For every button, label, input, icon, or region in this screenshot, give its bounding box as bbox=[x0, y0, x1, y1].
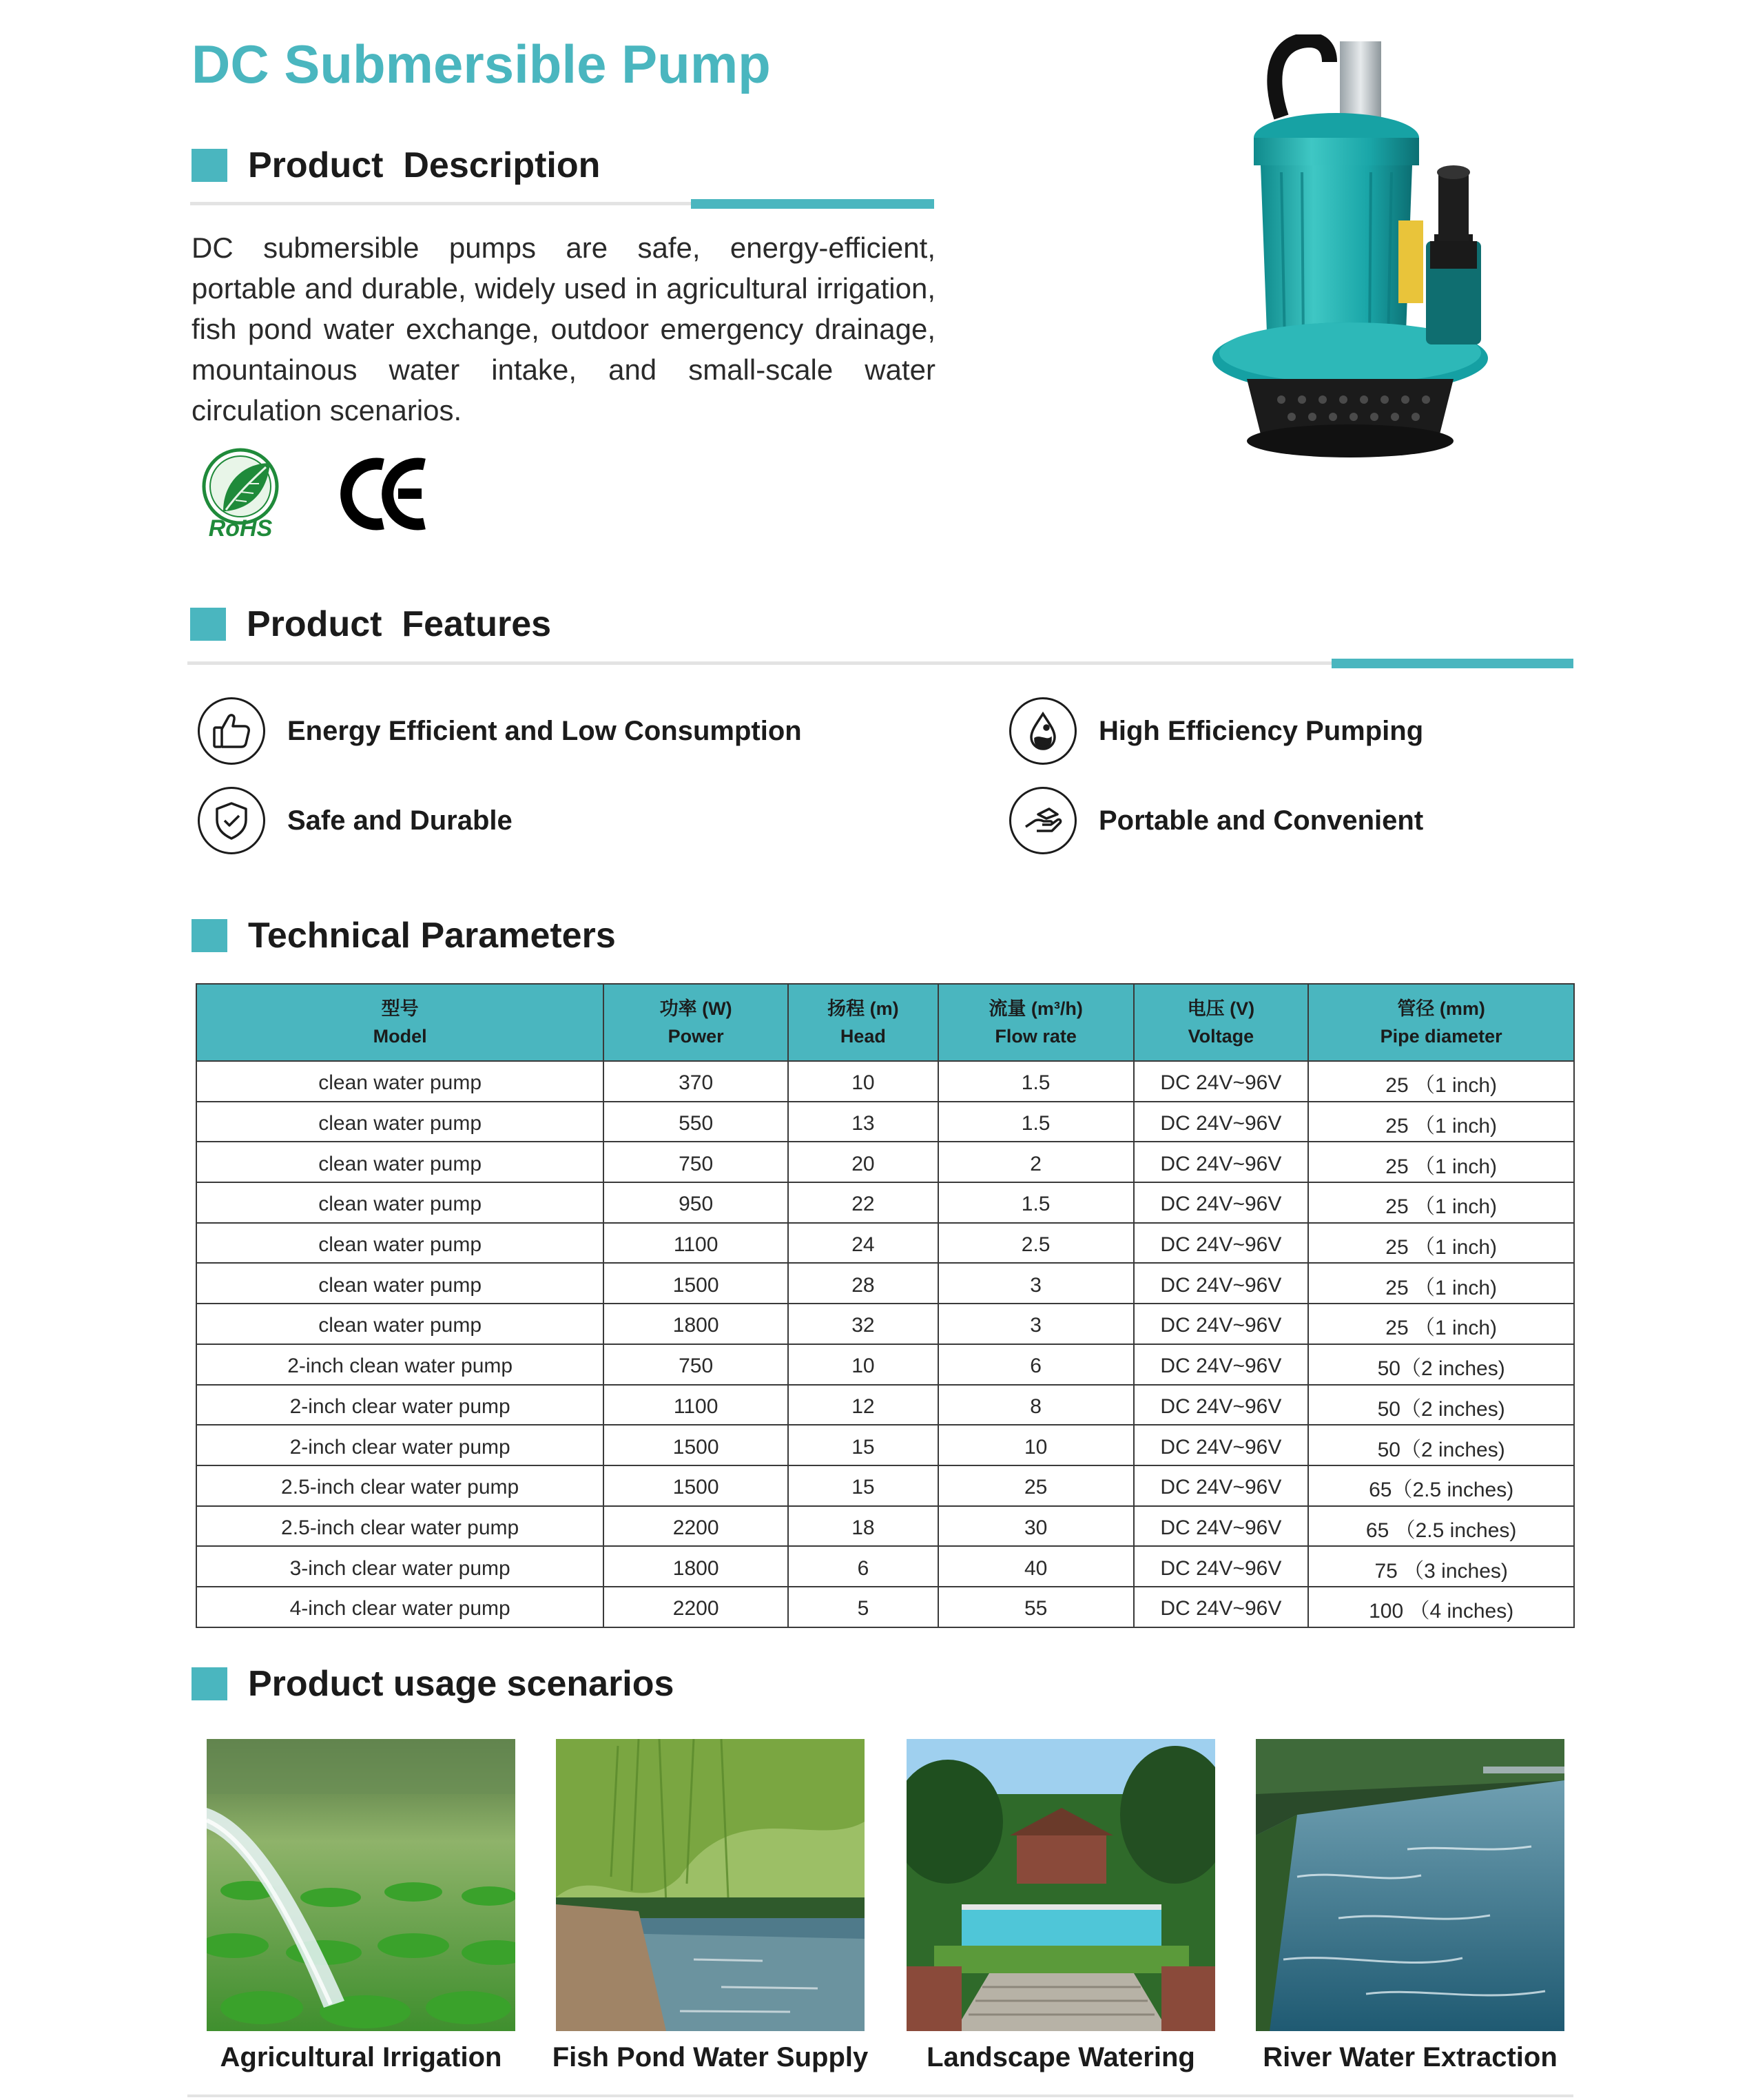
table-row bbox=[196, 1102, 1574, 1142]
column-header-voltage bbox=[1134, 984, 1309, 1061]
voltage-cell: DC 24V~96V bbox=[1134, 1587, 1309, 1627]
head-cell: 22 bbox=[788, 1182, 938, 1223]
table-row bbox=[196, 1465, 1574, 1506]
power-cell: 2200 bbox=[603, 1587, 788, 1627]
table-row bbox=[196, 1263, 1574, 1304]
section-heading-parameters bbox=[192, 915, 616, 956]
flow-rate-cell: 1.5 bbox=[938, 1182, 1134, 1223]
table-row bbox=[196, 1061, 1574, 1102]
fish-pond-photo bbox=[556, 1739, 865, 2031]
power-cell: 1500 bbox=[603, 1465, 788, 1506]
svg-text:RoHS: RoHS bbox=[208, 515, 273, 540]
scenario-caption: Agricultural Irrigation bbox=[220, 2042, 502, 2072]
voltage-cell: DC 24V~96V bbox=[1134, 1344, 1309, 1385]
pipe-diameter-cell: 100 （4 inches) bbox=[1308, 1587, 1574, 1627]
flow-rate-cell: 40 bbox=[938, 1546, 1134, 1587]
scenario-caption: Landscape Watering bbox=[927, 2042, 1195, 2072]
column-header-cn: 电压 (V) bbox=[1187, 998, 1255, 1019]
pipe-diameter-cell: 25 （1 inch) bbox=[1308, 1304, 1574, 1344]
column-header-en: Flow rate bbox=[995, 1026, 1077, 1047]
model-cell: 3-inch clear water pump bbox=[196, 1546, 603, 1587]
column-header-head bbox=[788, 984, 938, 1061]
model-cell: clean water pump bbox=[196, 1061, 603, 1102]
model-cell: clean water pump bbox=[196, 1263, 603, 1304]
pipe-diameter-cell: 50（2 inches) bbox=[1308, 1344, 1574, 1385]
model-cell: 2.5-inch clear water pump bbox=[196, 1465, 603, 1506]
column-header-cn: 型号 bbox=[381, 998, 419, 1019]
table-row bbox=[196, 1344, 1574, 1385]
water-drop-icon bbox=[1009, 697, 1077, 765]
heading-marker bbox=[192, 919, 227, 952]
flow-rate-cell: 30 bbox=[938, 1506, 1134, 1547]
flow-rate-cell: 3 bbox=[938, 1304, 1134, 1344]
pump-product-image bbox=[1199, 34, 1516, 462]
column-header-en: Pipe diameter bbox=[1380, 1026, 1502, 1047]
scenario-card-landscape bbox=[907, 1739, 1215, 2072]
column-header-cn: 管径 (mm) bbox=[1397, 998, 1485, 1019]
column-header-cn: 流量 (m³/h) bbox=[989, 998, 1083, 1019]
feature-label: Energy Efficient and Low Consumption bbox=[287, 715, 802, 746]
scenario-caption: River Water Extraction bbox=[1263, 2042, 1558, 2072]
flow-rate-cell: 55 bbox=[938, 1587, 1134, 1627]
head-cell: 24 bbox=[788, 1223, 938, 1264]
model-cell: 2-inch clear water pump bbox=[196, 1425, 603, 1465]
heading-marker bbox=[192, 149, 227, 182]
flow-rate-cell: 1.5 bbox=[938, 1061, 1134, 1102]
voltage-cell: DC 24V~96V bbox=[1134, 1546, 1309, 1587]
flow-rate-cell: 8 bbox=[938, 1385, 1134, 1425]
column-header-en: Head bbox=[840, 1026, 886, 1047]
table-row bbox=[196, 1142, 1574, 1182]
scenario-caption: Fish Pond Water Supply bbox=[552, 2042, 869, 2072]
head-cell: 10 bbox=[788, 1061, 938, 1102]
head-cell: 12 bbox=[788, 1385, 938, 1425]
column-header-cn: 功率 (W) bbox=[659, 998, 732, 1019]
section-heading-description bbox=[192, 145, 600, 186]
head-cell: 10 bbox=[788, 1344, 938, 1385]
pipe-diameter-cell: 50（2 inches) bbox=[1308, 1425, 1574, 1465]
feature-item-portable bbox=[1009, 787, 1423, 854]
head-cell: 15 bbox=[788, 1425, 938, 1465]
scenario-card-irrigation bbox=[207, 1739, 515, 2072]
shield-check-icon bbox=[198, 787, 265, 854]
model-cell: clean water pump bbox=[196, 1102, 603, 1142]
power-cell: 370 bbox=[603, 1061, 788, 1102]
table-row bbox=[196, 1506, 1574, 1547]
head-cell: 32 bbox=[788, 1304, 938, 1344]
scenario-card-river bbox=[1256, 1739, 1564, 2072]
power-cell: 1500 bbox=[603, 1263, 788, 1304]
landscape-photo bbox=[907, 1739, 1215, 2031]
scenario-card-fish-pond bbox=[552, 1739, 869, 2072]
pipe-diameter-cell: 65 （2.5 inches) bbox=[1308, 1506, 1574, 1547]
head-cell: 15 bbox=[788, 1465, 938, 1506]
model-cell: clean water pump bbox=[196, 1304, 603, 1344]
power-cell: 550 bbox=[603, 1102, 788, 1142]
head-cell: 28 bbox=[788, 1263, 938, 1304]
voltage-cell: DC 24V~96V bbox=[1134, 1061, 1309, 1102]
heading-text: Product usage scenarios bbox=[248, 1664, 674, 1704]
power-cell: 1800 bbox=[603, 1304, 788, 1344]
table-row bbox=[196, 1425, 1574, 1465]
model-cell: clean water pump bbox=[196, 1182, 603, 1223]
rohs-logo bbox=[196, 448, 285, 540]
column-header-cn: 扬程 (m) bbox=[827, 998, 899, 1019]
voltage-cell: DC 24V~96V bbox=[1134, 1304, 1309, 1344]
voltage-cell: DC 24V~96V bbox=[1134, 1385, 1309, 1425]
feature-item-pumping bbox=[1009, 697, 1423, 765]
heading-text: Technical Parameters bbox=[248, 916, 616, 956]
pipe-diameter-cell: 25 （1 inch) bbox=[1308, 1223, 1574, 1264]
flow-rate-cell: 1.5 bbox=[938, 1102, 1134, 1142]
pipe-diameter-cell: 25 （1 inch) bbox=[1308, 1142, 1574, 1182]
head-cell: 20 bbox=[788, 1142, 938, 1182]
flow-rate-cell: 25 bbox=[938, 1465, 1134, 1506]
voltage-cell: DC 24V~96V bbox=[1134, 1223, 1309, 1264]
head-cell: 6 bbox=[788, 1546, 938, 1587]
page-title: DC Submersible Pump bbox=[192, 34, 771, 94]
voltage-cell: DC 24V~96V bbox=[1134, 1263, 1309, 1304]
head-cell: 13 bbox=[788, 1102, 938, 1142]
voltage-cell: DC 24V~96V bbox=[1134, 1142, 1309, 1182]
feature-label: Portable and Convenient bbox=[1099, 805, 1424, 836]
column-header-en: Voltage bbox=[1188, 1026, 1254, 1047]
heading-marker bbox=[190, 608, 226, 641]
pipe-diameter-cell: 50（2 inches) bbox=[1308, 1385, 1574, 1425]
heading-text: Product Features bbox=[247, 604, 552, 644]
model-cell: clean water pump bbox=[196, 1142, 603, 1182]
voltage-cell: DC 24V~96V bbox=[1134, 1506, 1309, 1547]
power-cell: 750 bbox=[603, 1344, 788, 1385]
description-text: DC submersible pumps are safe, energy-efficient, portable and durable, widely used in agricultural irrigation, fish pond water exchange, outdoor emergency drainage, mountainous water intake, and small-scale water circulation scenarios. bbox=[192, 231, 935, 426]
pipe-diameter-cell: 25 （1 inch) bbox=[1308, 1102, 1574, 1142]
column-header-flow-rate bbox=[938, 984, 1134, 1061]
section-rule-accent bbox=[1332, 659, 1573, 668]
column-header-model bbox=[196, 984, 603, 1061]
head-cell: 5 bbox=[788, 1587, 938, 1627]
section-heading-features bbox=[190, 604, 551, 645]
column-header-en: Power bbox=[668, 1026, 724, 1047]
section-rule-accent bbox=[691, 199, 934, 209]
model-cell: 4-inch clear water pump bbox=[196, 1587, 603, 1627]
table-row bbox=[196, 1304, 1574, 1344]
table-row bbox=[196, 1587, 1574, 1627]
voltage-cell: DC 24V~96V bbox=[1134, 1182, 1309, 1223]
heading-text: Product Description bbox=[248, 145, 601, 185]
power-cell: 1100 bbox=[603, 1223, 788, 1264]
pipe-diameter-cell: 25 （1 inch) bbox=[1308, 1061, 1574, 1102]
flow-rate-cell: 3 bbox=[938, 1263, 1134, 1304]
table-row bbox=[196, 1223, 1574, 1264]
power-cell: 2200 bbox=[603, 1506, 788, 1547]
table-row bbox=[196, 1546, 1574, 1587]
model-cell: 2-inch clean water pump bbox=[196, 1344, 603, 1385]
feature-label: Safe and Durable bbox=[287, 805, 513, 836]
table-row bbox=[196, 1182, 1574, 1223]
column-header-pipe-diameter bbox=[1308, 984, 1574, 1061]
heading-marker bbox=[192, 1667, 227, 1700]
power-cell: 1100 bbox=[603, 1385, 788, 1425]
voltage-cell: DC 24V~96V bbox=[1134, 1102, 1309, 1142]
column-header-en: Model bbox=[373, 1026, 427, 1047]
thumbs-up-icon bbox=[198, 697, 265, 765]
power-cell: 750 bbox=[603, 1142, 788, 1182]
model-cell: 2.5-inch clear water pump bbox=[196, 1506, 603, 1547]
flow-rate-cell: 6 bbox=[938, 1344, 1134, 1385]
voltage-cell: DC 24V~96V bbox=[1134, 1465, 1309, 1506]
feature-item-energy bbox=[198, 697, 802, 765]
pipe-diameter-cell: 25 （1 inch) bbox=[1308, 1182, 1574, 1223]
table-row bbox=[196, 1385, 1574, 1425]
power-cell: 1500 bbox=[603, 1425, 788, 1465]
pipe-diameter-cell: 25 （1 inch) bbox=[1308, 1263, 1574, 1304]
power-cell: 950 bbox=[603, 1182, 788, 1223]
model-cell: clean water pump bbox=[196, 1223, 603, 1264]
power-cell: 1800 bbox=[603, 1546, 788, 1587]
table-header-row bbox=[196, 984, 1574, 1061]
footer-rule bbox=[187, 2094, 1573, 2097]
flow-rate-cell: 2.5 bbox=[938, 1223, 1134, 1264]
head-cell: 18 bbox=[788, 1506, 938, 1547]
feature-label: High Efficiency Pumping bbox=[1099, 715, 1424, 746]
column-header-power bbox=[603, 984, 788, 1061]
irrigation-photo bbox=[207, 1739, 515, 2031]
river-photo bbox=[1256, 1739, 1564, 2031]
feature-item-durable bbox=[198, 787, 513, 854]
model-cell: 2-inch clear water pump bbox=[196, 1385, 603, 1425]
table-body bbox=[196, 1061, 1574, 1627]
voltage-cell: DC 24V~96V bbox=[1134, 1425, 1309, 1465]
flow-rate-cell: 2 bbox=[938, 1142, 1134, 1182]
ce-logo bbox=[340, 456, 430, 532]
flow-rate-cell: 10 bbox=[938, 1425, 1134, 1465]
pipe-diameter-cell: 75 （3 inches) bbox=[1308, 1546, 1574, 1587]
hand-holding-icon bbox=[1009, 787, 1077, 854]
pipe-diameter-cell: 65（2.5 inches) bbox=[1308, 1465, 1574, 1506]
section-heading-scenarios bbox=[192, 1663, 674, 1705]
parameters-table bbox=[196, 983, 1575, 1628]
